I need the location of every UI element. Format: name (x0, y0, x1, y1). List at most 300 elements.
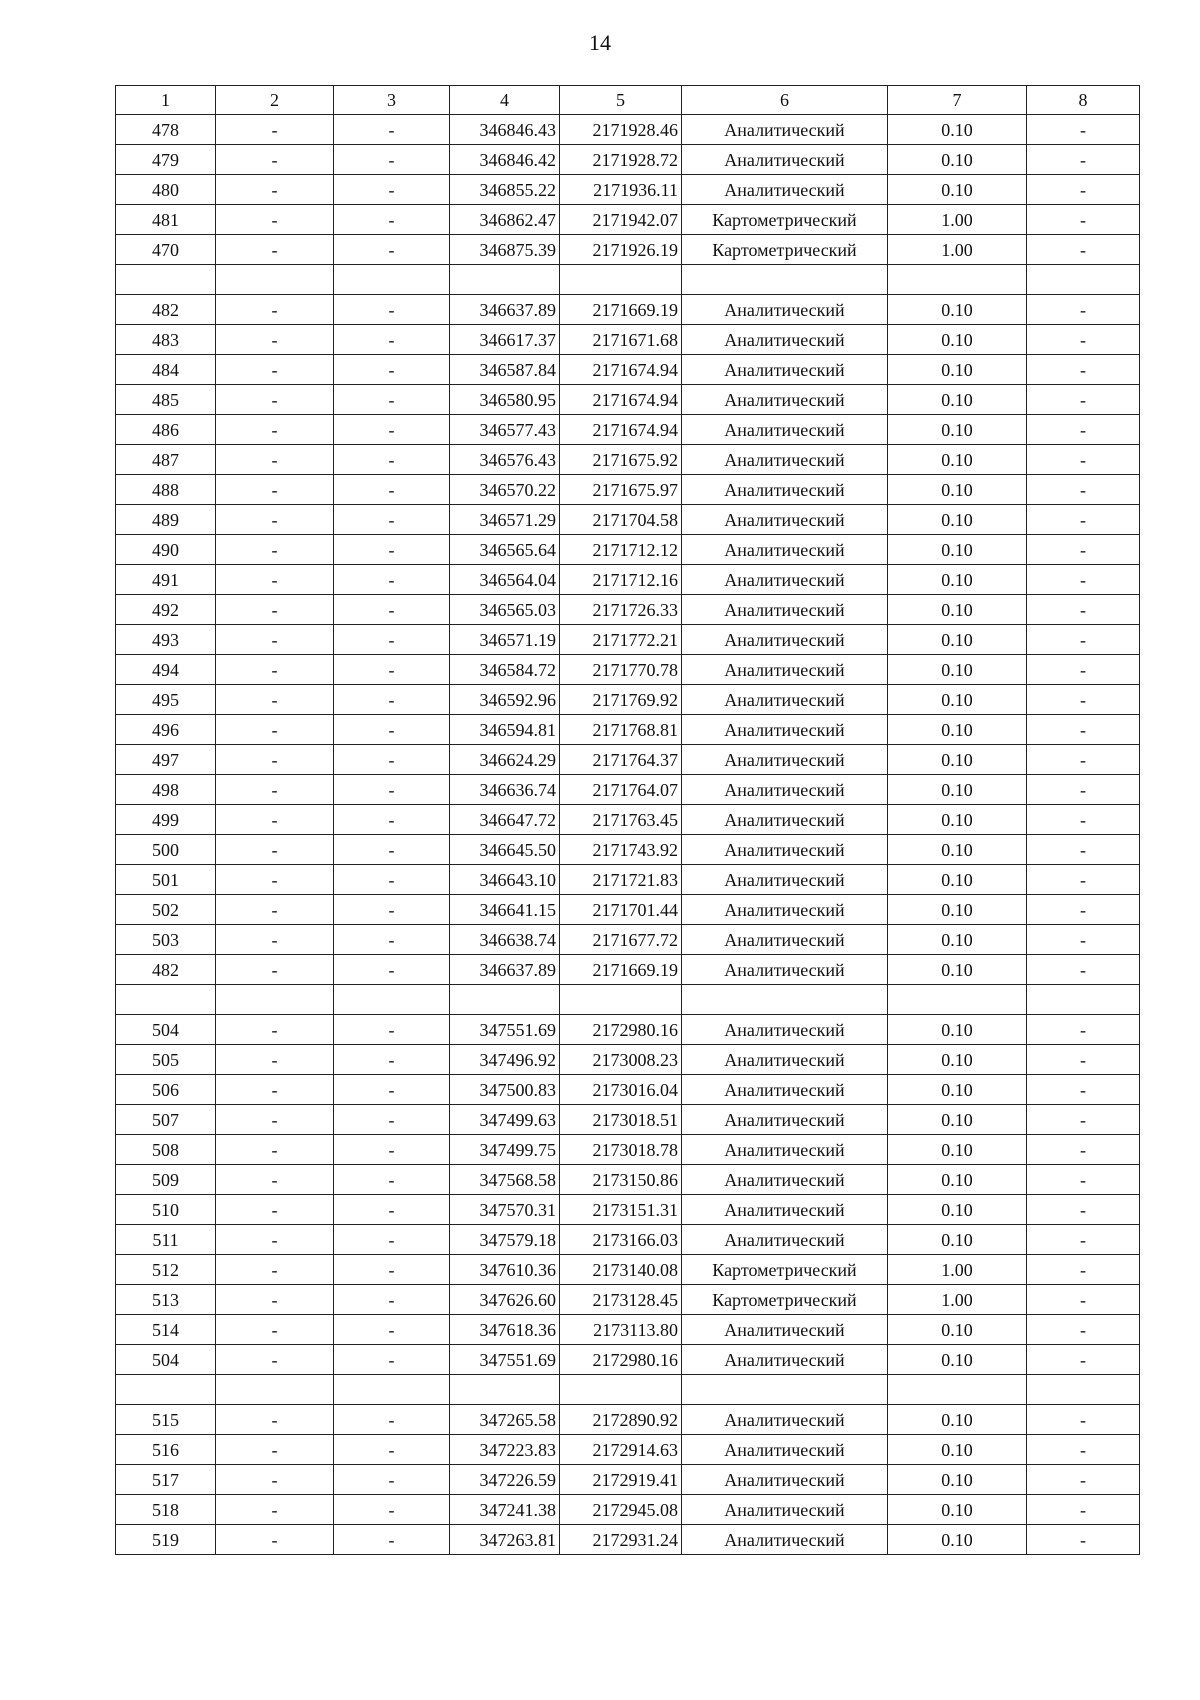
table-cell: Аналитический (682, 835, 888, 865)
table-cell: - (334, 415, 450, 445)
table-cell (116, 265, 216, 295)
table-cell: Аналитический (682, 625, 888, 655)
table-cell: - (216, 1465, 334, 1495)
table-cell: 346645.50 (450, 835, 560, 865)
table-cell: 2171712.12 (560, 535, 682, 565)
table-cell: 483 (116, 325, 216, 355)
table-row (116, 235, 1140, 265)
table-cell: 346637.89 (450, 295, 560, 325)
table-cell: 512 (116, 1255, 216, 1285)
table-cell: - (1027, 955, 1140, 985)
table-cell: Аналитический (682, 565, 888, 595)
separator-row (116, 1375, 1140, 1405)
table-cell: - (216, 1105, 334, 1135)
table-cell: 2172890.92 (560, 1405, 682, 1435)
table-cell: - (216, 205, 334, 235)
table-cell: 2171721.83 (560, 865, 682, 895)
table-cell: - (216, 535, 334, 565)
table-cell: 0.10 (888, 565, 1027, 595)
table-cell (216, 265, 334, 295)
table-cell: - (1027, 175, 1140, 205)
table-cell: 2173150.86 (560, 1165, 682, 1195)
table-cell: Аналитический (682, 475, 888, 505)
table-cell: 347226.59 (450, 1465, 560, 1495)
table-cell (216, 1375, 334, 1405)
table-cell: 0.10 (888, 775, 1027, 805)
table-cell: - (216, 295, 334, 325)
table-cell: 346643.10 (450, 865, 560, 895)
table-cell: - (334, 595, 450, 625)
table-cell (450, 265, 560, 295)
table-cell: - (1027, 1165, 1140, 1195)
table-cell (334, 1375, 450, 1405)
table-cell: - (216, 505, 334, 535)
table-cell: Аналитический (682, 865, 888, 895)
table-cell: 347223.83 (450, 1435, 560, 1465)
table-cell: 513 (116, 1285, 216, 1315)
table-cell: 347265.58 (450, 1405, 560, 1435)
table-cell: - (216, 445, 334, 475)
table-cell (682, 1375, 888, 1405)
table-cell: - (1027, 1195, 1140, 1225)
table-cell: - (216, 835, 334, 865)
table-row (116, 205, 1140, 235)
table-cell: - (1027, 1255, 1140, 1285)
table-cell: - (334, 1135, 450, 1165)
table-cell: 346641.15 (450, 895, 560, 925)
table-cell: 2171701.44 (560, 895, 682, 925)
table-cell: - (334, 835, 450, 865)
table-cell: - (334, 715, 450, 745)
table-cell: 0.10 (888, 1075, 1027, 1105)
table-cell: - (1027, 925, 1140, 955)
table-row (116, 1015, 1140, 1045)
table-cell: Аналитический (682, 445, 888, 475)
table-cell: 502 (116, 895, 216, 925)
table-cell: - (216, 595, 334, 625)
table-cell: - (334, 895, 450, 925)
table-cell: Аналитический (682, 115, 888, 145)
table-row (116, 805, 1140, 835)
table-cell: Аналитический (682, 505, 888, 535)
table-cell: 486 (116, 415, 216, 445)
table-cell: 0.10 (888, 1405, 1027, 1435)
table-cell (682, 265, 888, 295)
table-cell: - (334, 865, 450, 895)
table-cell (888, 265, 1027, 295)
table-cell: - (216, 1345, 334, 1375)
table-cell: 0.10 (888, 1015, 1027, 1045)
table-row (116, 1105, 1140, 1135)
table-cell: - (1027, 355, 1140, 385)
table-cell: 346638.74 (450, 925, 560, 955)
table-cell: - (216, 745, 334, 775)
table-cell (560, 1375, 682, 1405)
table-cell: 0.10 (888, 355, 1027, 385)
table-row (116, 775, 1140, 805)
table-cell: 347241.38 (450, 1495, 560, 1525)
table-cell: 1.00 (888, 1285, 1027, 1315)
table-cell: - (334, 1075, 450, 1105)
table-cell: 0.10 (888, 115, 1027, 145)
table-cell: - (1027, 1345, 1140, 1375)
table-cell: - (1027, 775, 1140, 805)
table-cell: - (1027, 1015, 1140, 1045)
table-row (116, 1525, 1140, 1555)
table-cell: Аналитический (682, 385, 888, 415)
table-cell: 504 (116, 1345, 216, 1375)
table-cell: 2173140.08 (560, 1255, 682, 1285)
table-cell: - (216, 325, 334, 355)
table-cell: 346594.81 (450, 715, 560, 745)
table-cell: 2171763.45 (560, 805, 682, 835)
table-cell: 2171770.78 (560, 655, 682, 685)
table-cell: 480 (116, 175, 216, 205)
table-cell: Аналитический (682, 1045, 888, 1075)
table-cell: 500 (116, 835, 216, 865)
table-cell: 515 (116, 1405, 216, 1435)
table-cell: 2171764.37 (560, 745, 682, 775)
table-cell: 0.10 (888, 1465, 1027, 1495)
table-cell: - (216, 1285, 334, 1315)
table-cell: 347568.58 (450, 1165, 560, 1195)
table-cell: 0.10 (888, 385, 1027, 415)
table-cell (450, 1375, 560, 1405)
table-cell: 488 (116, 475, 216, 505)
table-cell: 2171726.33 (560, 595, 682, 625)
table-cell: - (334, 1315, 450, 1345)
table-cell: - (334, 685, 450, 715)
table-cell: 346624.29 (450, 745, 560, 775)
table-cell (116, 985, 216, 1015)
table-cell: - (334, 145, 450, 175)
table-cell: - (1027, 685, 1140, 715)
table-cell: 1.00 (888, 235, 1027, 265)
table-cell: - (334, 505, 450, 535)
table-cell: - (216, 865, 334, 895)
table-cell: - (1027, 1525, 1140, 1555)
table-cell: - (216, 1405, 334, 1435)
table-cell: 0.10 (888, 1315, 1027, 1345)
table-cell: 2173018.51 (560, 1105, 682, 1135)
table-cell: - (216, 715, 334, 745)
table-cell: - (334, 1465, 450, 1495)
table-cell: 2171677.72 (560, 925, 682, 955)
table-cell: 485 (116, 385, 216, 415)
table-cell: Картометрический (682, 1285, 888, 1315)
table-cell: 507 (116, 1105, 216, 1135)
table-cell: - (334, 1255, 450, 1285)
table-cell: 482 (116, 295, 216, 325)
table-cell (888, 1375, 1027, 1405)
table-cell: 2171936.11 (560, 175, 682, 205)
table-cell: Картометрический (682, 1255, 888, 1285)
table-cell: Аналитический (682, 595, 888, 625)
table-row (116, 655, 1140, 685)
table-cell: Картометрический (682, 205, 888, 235)
table-cell: Аналитический (682, 1135, 888, 1165)
table-cell: - (334, 385, 450, 415)
table-cell: 346565.64 (450, 535, 560, 565)
table-cell: 0.10 (888, 1135, 1027, 1165)
table-cell: Аналитический (682, 655, 888, 685)
column-header: 4 (450, 86, 560, 115)
table-cell: 0.10 (888, 685, 1027, 715)
table-cell: Аналитический (682, 775, 888, 805)
table-cell: - (1027, 1045, 1140, 1075)
table-cell: 2171772.21 (560, 625, 682, 655)
table-cell: Аналитический (682, 1165, 888, 1195)
table-cell: - (216, 1495, 334, 1525)
table-cell: 347263.81 (450, 1525, 560, 1555)
table-cell: Аналитический (682, 1435, 888, 1465)
table-cell: - (216, 235, 334, 265)
table-cell: 490 (116, 535, 216, 565)
table-cell: - (334, 205, 450, 235)
table-cell: - (334, 565, 450, 595)
table-cell: 504 (116, 1015, 216, 1045)
table-cell: - (216, 1135, 334, 1165)
table-cell: - (1027, 1105, 1140, 1135)
table-cell: 2173113.80 (560, 1315, 682, 1345)
table-cell: 2173128.45 (560, 1285, 682, 1315)
table-cell: 2171674.94 (560, 355, 682, 385)
table-cell: Аналитический (682, 1105, 888, 1135)
table-cell: - (1027, 1225, 1140, 1255)
table-row (116, 325, 1140, 355)
table-cell: 2173166.03 (560, 1225, 682, 1255)
table-cell: 0.10 (888, 1105, 1027, 1135)
table-cell: - (334, 1105, 450, 1135)
table-cell: - (334, 925, 450, 955)
table-body (116, 86, 1140, 1555)
table-cell: 506 (116, 1075, 216, 1105)
table-cell: 0.10 (888, 1525, 1027, 1555)
table-cell: - (334, 1195, 450, 1225)
table-cell: 347610.36 (450, 1255, 560, 1285)
table-cell (1027, 985, 1140, 1015)
table-cell: 518 (116, 1495, 216, 1525)
table-cell: 1.00 (888, 1255, 1027, 1285)
table-cell: 2171926.19 (560, 235, 682, 265)
table-cell: 0.10 (888, 1435, 1027, 1465)
table-cell: - (216, 115, 334, 145)
table-cell: 2173016.04 (560, 1075, 682, 1105)
table-cell: 0.10 (888, 745, 1027, 775)
table-cell: 346617.37 (450, 325, 560, 355)
table-row (116, 1435, 1140, 1465)
table-cell: 0.10 (888, 445, 1027, 475)
table-cell: - (334, 1405, 450, 1435)
table-cell: 347551.69 (450, 1345, 560, 1375)
table-row (116, 1345, 1140, 1375)
table-cell: - (334, 325, 450, 355)
table-cell (334, 985, 450, 1015)
table-cell: 2172931.24 (560, 1525, 682, 1555)
table-cell: 347579.18 (450, 1225, 560, 1255)
table-cell: - (334, 355, 450, 385)
table-cell: Аналитический (682, 145, 888, 175)
table-cell: - (216, 1015, 334, 1045)
table-cell: 346584.72 (450, 655, 560, 685)
table-cell: - (334, 625, 450, 655)
table-cell: 0.10 (888, 1225, 1027, 1255)
table-cell: - (1027, 505, 1140, 535)
table-cell: 346637.89 (450, 955, 560, 985)
table-cell: - (1027, 625, 1140, 655)
table-cell: 0.10 (888, 475, 1027, 505)
table-cell (334, 265, 450, 295)
table-row (116, 1255, 1140, 1285)
table-cell: 2171669.19 (560, 295, 682, 325)
table-cell: 514 (116, 1315, 216, 1345)
separator-row (116, 985, 1140, 1015)
table-cell: - (1027, 1495, 1140, 1525)
table-cell: - (216, 145, 334, 175)
table-cell: - (334, 1045, 450, 1075)
table-cell: - (216, 1525, 334, 1555)
table-cell: 346592.96 (450, 685, 560, 715)
table-cell: 346855.22 (450, 175, 560, 205)
table-row (116, 685, 1140, 715)
table-cell: - (1027, 385, 1140, 415)
column-header: 6 (682, 86, 888, 115)
table-cell: Аналитический (682, 175, 888, 205)
table-cell: 478 (116, 115, 216, 145)
table-cell: 0.10 (888, 1045, 1027, 1075)
table-cell: 496 (116, 715, 216, 745)
table-cell: 0.10 (888, 625, 1027, 655)
table-row (116, 835, 1140, 865)
table-cell (116, 1375, 216, 1405)
table-cell: - (216, 1315, 334, 1345)
table-cell: - (334, 805, 450, 835)
table-cell: - (1027, 205, 1140, 235)
column-header: 5 (560, 86, 682, 115)
column-header: 1 (116, 86, 216, 115)
table-cell: - (216, 1195, 334, 1225)
table-cell: - (334, 295, 450, 325)
table-row (116, 1495, 1140, 1525)
table-cell: - (334, 1435, 450, 1465)
table-cell: - (334, 1525, 450, 1555)
table-cell: 0.10 (888, 1165, 1027, 1195)
table-cell: 347496.92 (450, 1045, 560, 1075)
table-cell: 346587.84 (450, 355, 560, 385)
table-cell: 0.10 (888, 865, 1027, 895)
table-cell: - (216, 955, 334, 985)
table-cell: 2171674.94 (560, 415, 682, 445)
table-cell: - (334, 475, 450, 505)
table-cell: 517 (116, 1465, 216, 1495)
table-cell: - (1027, 565, 1140, 595)
table-cell: 0.10 (888, 175, 1027, 205)
table-cell: - (216, 805, 334, 835)
table-cell: - (216, 565, 334, 595)
table-cell: 0.10 (888, 925, 1027, 955)
table-cell: - (216, 685, 334, 715)
table-cell: 2171704.58 (560, 505, 682, 535)
coordinates-table (115, 85, 1140, 1555)
table-cell: - (216, 895, 334, 925)
table-cell: Аналитический (682, 1345, 888, 1375)
table-row (116, 595, 1140, 625)
table-cell: 347570.31 (450, 1195, 560, 1225)
table-row (116, 955, 1140, 985)
table-row (116, 625, 1140, 655)
table-cell: Аналитический (682, 925, 888, 955)
table-cell: Аналитический (682, 955, 888, 985)
table-cell: Аналитический (682, 1525, 888, 1555)
table-cell: 482 (116, 955, 216, 985)
table-cell: - (216, 1075, 334, 1105)
table-cell: - (1027, 325, 1140, 355)
table-cell: - (334, 655, 450, 685)
table-cell: 508 (116, 1135, 216, 1165)
table-cell: 2172980.16 (560, 1345, 682, 1375)
table-cell: - (216, 385, 334, 415)
table-cell: - (216, 925, 334, 955)
table-cell: 346846.42 (450, 145, 560, 175)
table-cell: 0.10 (888, 535, 1027, 565)
table-row (116, 175, 1140, 205)
table-cell: 347499.63 (450, 1105, 560, 1135)
table-cell: 2171769.92 (560, 685, 682, 715)
table-cell: - (1027, 1285, 1140, 1315)
table-cell: 2171928.72 (560, 145, 682, 175)
table-cell: Аналитический (682, 1075, 888, 1105)
table-cell: - (1027, 835, 1140, 865)
table-cell: - (1027, 895, 1140, 925)
column-header: 3 (334, 86, 450, 115)
table-cell: 347618.36 (450, 1315, 560, 1345)
table-cell: - (1027, 445, 1140, 475)
table-cell: 497 (116, 745, 216, 775)
table-cell: - (1027, 1075, 1140, 1105)
table-cell: 0.10 (888, 1345, 1027, 1375)
table-cell: Аналитический (682, 415, 888, 445)
table-cell: 0.10 (888, 655, 1027, 685)
table-cell: - (216, 175, 334, 205)
table-cell: 0.10 (888, 955, 1027, 985)
table-cell: 479 (116, 145, 216, 175)
table-cell: - (1027, 295, 1140, 325)
table-cell: 470 (116, 235, 216, 265)
table-cell: - (216, 1255, 334, 1285)
table-cell: - (216, 355, 334, 385)
table-cell: - (334, 115, 450, 145)
table-cell: Аналитический (682, 295, 888, 325)
table-cell: 346565.03 (450, 595, 560, 625)
table-row (116, 445, 1140, 475)
table-cell: Аналитический (682, 355, 888, 385)
table-cell: - (334, 1225, 450, 1255)
table-row (116, 295, 1140, 325)
table-cell (1027, 1375, 1140, 1405)
table-cell: 2172945.08 (560, 1495, 682, 1525)
table-cell: - (216, 475, 334, 505)
table-cell: - (1027, 655, 1140, 685)
table-cell: 346846.43 (450, 115, 560, 145)
table-cell: 2172919.41 (560, 1465, 682, 1495)
column-header: 2 (216, 86, 334, 115)
table-cell: - (1027, 145, 1140, 175)
table-cell: 0.10 (888, 1195, 1027, 1225)
table-cell: - (1027, 1315, 1140, 1345)
table-row (116, 1465, 1140, 1495)
table-cell: - (216, 775, 334, 805)
table-cell: 347500.83 (450, 1075, 560, 1105)
